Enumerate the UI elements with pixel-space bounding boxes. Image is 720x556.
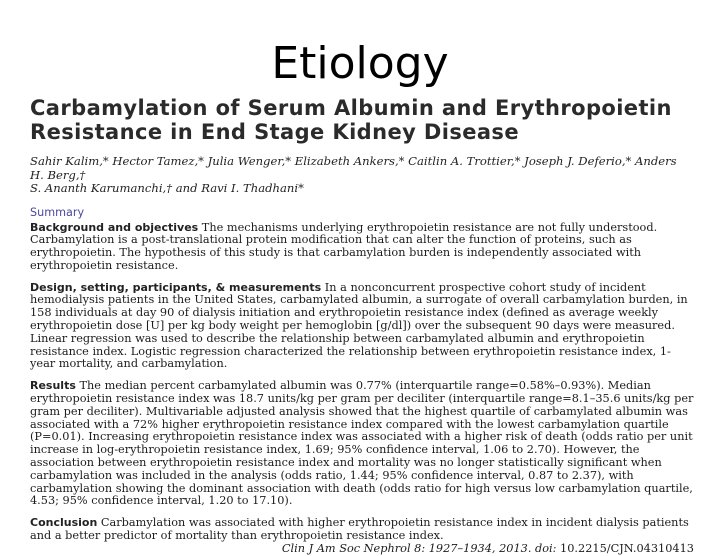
background-paragraph (30, 222, 694, 273)
results-lead: Results (30, 379, 76, 393)
design-paragraph (30, 282, 694, 372)
summary-heading: Summary (30, 205, 85, 219)
design-text: In a nonconcurrent prospective cohort study of incident hemodialysis patients in the United States, carbamylated albumin, a surrogate of overall carbamylation burden, in 158 individuals at day 90 of dialysis initiation and erythropoietin resistance index (defined as average weekly erythropoietin dose [U] per kg body weight per hemoglobin [g/dl]) over the subsequent 90 days were measured. Linear regression was used to describe the relationship between carbamylated albumin and erythropoietin resistance index. Logistic regression characterized the relationship between erythropoietin resistance index, 1-year mortality, and carbamylation. (30, 280, 688, 371)
results-paragraph (30, 380, 694, 508)
paper-title-line-1: Carbamylation of Serum Albumin and Erythropoietin (30, 96, 672, 120)
authors-line-1: Sahir Kalim,* Hector Tamez,* Julia Wenger,* Elizabeth Ankers,* Caitlin A. Trottier,* Joseph J. Deferio,* Anders H. Berg,† (30, 154, 677, 182)
citation (30, 543, 694, 556)
conclusion-paragraph (30, 517, 694, 543)
conclusion-text: Carbamylation was associated with higher erythropoietin resistance index in incident dialysis patients and a better predictor of mortality than erythropoietin resistance index. (30, 516, 689, 543)
background-lead: Background and objectives (30, 220, 199, 234)
paper-title-line-2: Resistance in End Stage Kidney Disease (30, 120, 519, 144)
citation-journal: Clin J Am Soc Nephrol 8: 1927–1934, 2013. doi: (281, 541, 561, 555)
authors-line-2: S. Ananth Karumanchi,† and Ravi I. Thadhani* (30, 181, 304, 195)
slide-title: Etiology (271, 38, 449, 89)
results-text: The median percent carbamylated albumin was 0.77% (interquartile range=0.58%–0.93%). Median erythropoietin resistance index was 18.7 units/kg per gram per deciliter (interquartile range=8.1–35.6 units/kg per gram per deciliter). Multivariable adjusted analysis showed that the highest quartile of carbamylated albumin was associated with a 72% higher erythropoietin resistance index compared with the lowest carbamylation quartile (P=0.01). Increasing erythropoietin resistance index was associated with a higher risk of death (odds ratio per unit increase in log-erythropoietin resistance index, 1.69; 95% confidence interval, 1.06 to 2.70). However, the association between erythropoietin resistance index and mortality was no longer statistically significant when carbamylation was included in the analysis (odds ratio, 1.44; 95% confidence interval, 0.87 to 2.37), with carbamylation showing the dominant association with death (odds ratio for high versus low carbamylation quartile, 4.53; 95% confidence interval, 1.20 to 17.10). (30, 379, 694, 508)
citation-doi: 10.2215/CJN.04310413 (560, 541, 694, 555)
paper-excerpt (30, 96, 694, 555)
paper-title (30, 96, 694, 144)
author-list (30, 155, 694, 196)
conclusion-lead: Conclusion (30, 516, 98, 530)
background-text: The mechanisms underlying erythropoietin resistance are not fully understood. Carbamylation is a post-translational protein modification that can alter the function of proteins, such as erythropoietin. The hypothesis of this study is that carbamylation burden is independently associated with erythropoietin resistance. (30, 220, 658, 272)
design-lead: Design, setting, participants, & measurements (30, 280, 322, 294)
